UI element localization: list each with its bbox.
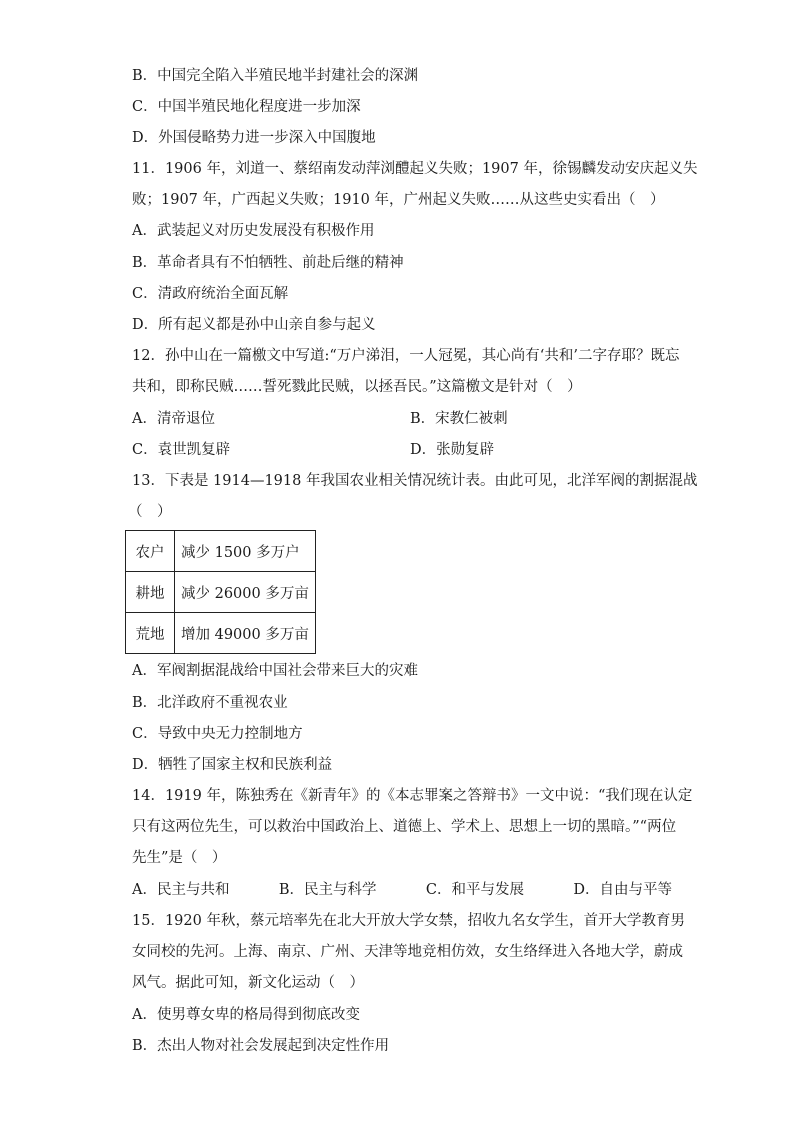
- q13-option-b: B．北洋政府不重视农业: [132, 695, 288, 711]
- prev-option-b: B．中国完全陷入半殖民地半封建社会的深渊: [132, 68, 419, 84]
- q13-option-c: C．导致中央无力控制地方: [132, 726, 303, 742]
- q11-option-d: D．所有起义都是孙中山亲自参与起义: [132, 317, 376, 333]
- table-cell-key: 耕地: [126, 572, 175, 613]
- table-cell-value: 增加 49000 多万亩: [175, 613, 316, 654]
- table-cell-value: 减少 26000 多万亩: [175, 572, 316, 613]
- q12-option-c: C．袁世凯复辟: [132, 442, 231, 458]
- q13-option-a: A．军阀割据混战给中国社会带来巨大的灾难: [132, 663, 418, 679]
- q15-option-a: A．使男尊女卑的格局得到彻底改变: [132, 1007, 360, 1023]
- q14-stem-line-2: 只有这两位先生，可以救治中国政治上、道德上、学术上、思想上一切的黑暗。”“两位: [132, 819, 677, 835]
- q11-option-b: B．革命者具有不怕牺牲、前赴后继的精神: [132, 255, 404, 271]
- q13-option-d: D．牺牲了国家主权和民族利益: [132, 757, 333, 773]
- table-row: [126, 613, 316, 654]
- q14-stem-line-1: 14．1919 年，陈独秀在《新青年》的《本志罪案之答辩书》一文中说：“我们现在认定: [132, 788, 693, 804]
- q11-stem-line-1: 11．1906 年，刘道一、蔡绍南发动萍浏醴起义失败；1907 年，徐锡麟发动安庆起义失: [132, 161, 698, 177]
- prev-option-c: C．中国半殖民地化程度进一步加深: [132, 99, 361, 115]
- q15-stem-line-1: 15．1920 年秋，蔡元培率先在北大开放大学女禁，招收九名女学生，首开大学教育男: [132, 913, 685, 929]
- table-cell-key: 农户: [126, 531, 175, 572]
- q15-option-b: B．杰出人物对社会发展起到决定性作用: [132, 1038, 390, 1054]
- q12-option-d: D．张勋复辟: [410, 442, 495, 458]
- q14-option-d: D．自由与平等: [573, 882, 672, 898]
- table-row: [126, 531, 316, 572]
- q14-option-a: A．民主与共和: [132, 882, 230, 898]
- q12-option-a: A．清帝退位: [132, 411, 215, 427]
- q15-stem-line-3: 风气。据此可知，新文化运动（ ）: [132, 975, 364, 991]
- q15-stem-line-2: 女同校的先河。上海、南京、广州、天津等地竞相仿效，女生络绎进入各地大学，蔚成: [132, 944, 683, 960]
- q12-stem-line-2: 共和，即称民贼……誓死戮此民贼，以拯吾民。”这篇檄文是针对（ ）: [132, 379, 582, 395]
- table-row: [126, 572, 316, 613]
- q13-stem-line-2: （ ）: [128, 504, 172, 520]
- q11-stem-line-2: 败；1907 年，广西起义失败；1910 年，广州起义失败……从这些史实看出（ ）: [132, 192, 665, 208]
- q14-option-b: B．民主与科学: [278, 882, 377, 898]
- q14-stem-line-3: 先生”是（ ）: [132, 850, 227, 866]
- prev-option-d: D．外国侵略势力进一步深入中国腹地: [132, 130, 376, 146]
- q12-option-b: B．宋教仁被刺: [410, 411, 508, 427]
- q12-stem-line-1: 12．孙中山在一篇檄文中写道:“万户涕泪，一人冠冕，其心尚有‘共和’二字存耶？既忘: [132, 348, 680, 364]
- table-cell-key: 荒地: [126, 613, 175, 654]
- q14-options-row: [132, 879, 672, 901]
- agriculture-stats-table: [125, 530, 316, 654]
- q14-option-c: C．和平与发展: [425, 882, 524, 898]
- q11-option-c: C．清政府统治全面瓦解: [132, 286, 289, 302]
- q11-option-a: A．武装起义对历史发展没有积极作用: [132, 223, 375, 239]
- q13-stem-line-1: 13．下表是 1914—1918 年我国农业相关情况统计表。由此可见，北洋军阀的割据混战: [132, 473, 698, 489]
- table-cell-value: 减少 1500 多万户: [175, 531, 316, 572]
